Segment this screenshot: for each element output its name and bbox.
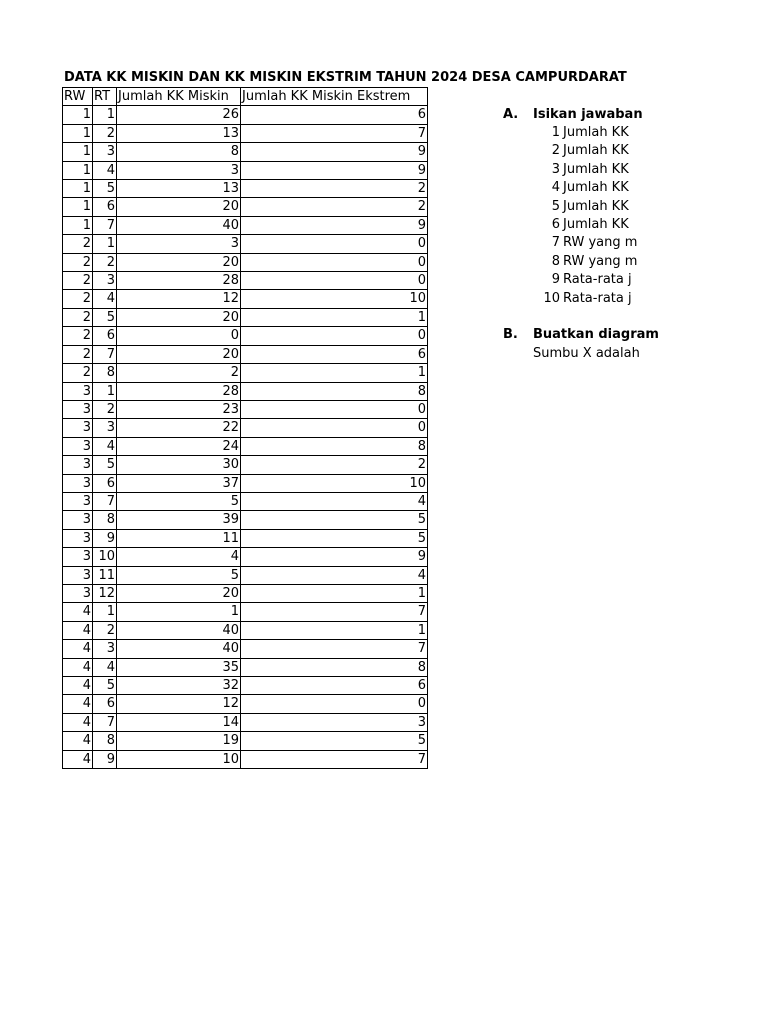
cell-kk-ekstrem: 0 xyxy=(241,235,428,253)
cell-kk-ekstrem: 10 xyxy=(241,290,428,308)
table-row xyxy=(63,106,428,124)
table-row xyxy=(63,419,428,437)
task-b-heading xyxy=(503,326,659,343)
cell-kk-miskin: 23 xyxy=(117,400,241,418)
table-row xyxy=(63,474,428,492)
question-list xyxy=(536,124,638,308)
cell-kk-ekstrem: 9 xyxy=(241,143,428,161)
table-row xyxy=(63,308,428,326)
question-number: 8 xyxy=(551,253,560,269)
question-item xyxy=(536,290,638,308)
table-row xyxy=(63,198,428,216)
table-body xyxy=(63,106,428,769)
table-row xyxy=(63,180,428,198)
cell-rw: 2 xyxy=(63,290,93,308)
cell-kk-ekstrem: 10 xyxy=(241,474,428,492)
cell-kk-ekstrem: 4 xyxy=(241,492,428,510)
cell-rt: 1 xyxy=(93,603,117,621)
table-row xyxy=(63,345,428,363)
cell-rt: 7 xyxy=(93,492,117,510)
question-text: Jumlah KK xyxy=(563,217,629,233)
cell-kk-miskin: 5 xyxy=(117,566,241,584)
question-text: Jumlah KK xyxy=(563,180,629,196)
cell-kk-ekstrem: 1 xyxy=(241,584,428,602)
table-row xyxy=(63,124,428,142)
table-row xyxy=(63,216,428,234)
cell-rt: 5 xyxy=(93,456,117,474)
cell-rw: 4 xyxy=(63,621,93,639)
table-row xyxy=(63,382,428,400)
cell-kk-miskin: 3 xyxy=(117,161,241,179)
cell-kk-ekstrem: 7 xyxy=(241,124,428,142)
cell-kk-miskin: 4 xyxy=(117,548,241,566)
question-item xyxy=(536,179,638,197)
cell-kk-ekstrem: 7 xyxy=(241,750,428,768)
cell-rw: 1 xyxy=(63,161,93,179)
question-item xyxy=(536,198,638,216)
cell-rw: 4 xyxy=(63,732,93,750)
task-b-letter: B. xyxy=(503,327,518,342)
question-text: Jumlah KK xyxy=(563,143,629,159)
table-row xyxy=(63,161,428,179)
table-row xyxy=(63,511,428,529)
cell-kk-ekstrem: 8 xyxy=(241,382,428,400)
cell-rw: 2 xyxy=(63,364,93,382)
cell-rw: 1 xyxy=(63,216,93,234)
task-a-title: Isikan jawaban xyxy=(533,107,643,122)
cell-rw: 3 xyxy=(63,437,93,455)
cell-kk-miskin: 20 xyxy=(117,345,241,363)
table-row xyxy=(63,677,428,695)
cell-kk-miskin: 32 xyxy=(117,677,241,695)
cell-kk-ekstrem: 0 xyxy=(241,695,428,713)
cell-rt: 3 xyxy=(93,640,117,658)
question-item xyxy=(536,142,638,160)
question-item xyxy=(536,124,638,142)
cell-kk-ekstrem: 6 xyxy=(241,677,428,695)
column-header-kk-miskin: Jumlah KK Miskin xyxy=(117,88,241,106)
cell-kk-ekstrem: 4 xyxy=(241,566,428,584)
task-b-title: Buatkan diagram xyxy=(533,327,659,342)
cell-rt: 8 xyxy=(93,732,117,750)
table-row xyxy=(63,713,428,731)
question-number: 9 xyxy=(551,272,560,288)
column-header-rw: RW xyxy=(63,88,93,106)
cell-rt: 1 xyxy=(93,106,117,124)
question-number: 7 xyxy=(551,235,560,251)
question-number: 2 xyxy=(551,143,560,159)
cell-kk-ekstrem: 9 xyxy=(241,216,428,234)
task-a-heading xyxy=(503,106,643,123)
cell-kk-ekstrem: 8 xyxy=(241,658,428,676)
table-row xyxy=(63,695,428,713)
cell-kk-ekstrem: 1 xyxy=(241,364,428,382)
cell-kk-miskin: 14 xyxy=(117,713,241,731)
cell-kk-miskin: 40 xyxy=(117,216,241,234)
cell-rt: 8 xyxy=(93,364,117,382)
table-row xyxy=(63,640,428,658)
cell-kk-ekstrem: 7 xyxy=(241,603,428,621)
cell-rw: 4 xyxy=(63,640,93,658)
cell-kk-miskin: 13 xyxy=(117,124,241,142)
cell-rw: 3 xyxy=(63,474,93,492)
cell-kk-miskin: 13 xyxy=(117,180,241,198)
question-number: 1 xyxy=(551,125,560,140)
question-number: 4 xyxy=(551,180,560,196)
question-text: Jumlah KK xyxy=(563,161,629,177)
table-row xyxy=(63,290,428,308)
cell-kk-miskin: 3 xyxy=(117,235,241,253)
cell-kk-miskin: 12 xyxy=(117,695,241,713)
cell-rw: 2 xyxy=(63,308,93,326)
cell-rw: 4 xyxy=(63,695,93,713)
question-item xyxy=(536,234,638,252)
cell-kk-ekstrem: 2 xyxy=(241,180,428,198)
cell-rw: 3 xyxy=(63,492,93,510)
table-row xyxy=(63,750,428,768)
cell-kk-ekstrem: 8 xyxy=(241,437,428,455)
cell-rt: 5 xyxy=(93,308,117,326)
table-row xyxy=(63,529,428,547)
page-title: DATA KK MISKIN DAN KK MISKIN EKSTRIM TAHUN 2024 DESA CAMPURDARAT xyxy=(64,70,627,85)
cell-rt: 6 xyxy=(93,474,117,492)
cell-rw: 4 xyxy=(63,658,93,676)
cell-kk-ekstrem: 0 xyxy=(241,400,428,418)
cell-kk-ekstrem: 2 xyxy=(241,456,428,474)
cell-rt: 2 xyxy=(93,621,117,639)
column-header-kk-ekstrem: Jumlah KK Miskin Ekstrem xyxy=(241,88,428,106)
cell-kk-miskin: 30 xyxy=(117,456,241,474)
cell-kk-ekstrem: 7 xyxy=(241,640,428,658)
cell-kk-miskin: 20 xyxy=(117,308,241,326)
cell-rw: 1 xyxy=(63,124,93,142)
question-text: Jumlah KK xyxy=(563,198,629,214)
cell-rw: 3 xyxy=(63,400,93,418)
cell-kk-miskin: 0 xyxy=(117,327,241,345)
question-item xyxy=(536,161,638,179)
cell-kk-ekstrem: 9 xyxy=(241,161,428,179)
cell-rw: 3 xyxy=(63,511,93,529)
cell-rw: 2 xyxy=(63,327,93,345)
cell-kk-ekstrem: 6 xyxy=(241,345,428,363)
cell-rw: 2 xyxy=(63,235,93,253)
table-row xyxy=(63,253,428,271)
cell-rw: 3 xyxy=(63,419,93,437)
cell-rt: 2 xyxy=(93,400,117,418)
cell-rt: 4 xyxy=(93,161,117,179)
question-text: Rata-rata j xyxy=(563,272,632,288)
table-row xyxy=(63,658,428,676)
cell-kk-ekstrem: 0 xyxy=(241,327,428,345)
question-number: 10 xyxy=(543,290,560,306)
cell-kk-miskin: 26 xyxy=(117,106,241,124)
cell-rw: 3 xyxy=(63,548,93,566)
cell-rt: 4 xyxy=(93,658,117,676)
cell-rt: 5 xyxy=(93,677,117,695)
cell-rt: 12 xyxy=(93,584,117,602)
cell-rw: 4 xyxy=(63,603,93,621)
cell-kk-ekstrem: 0 xyxy=(241,272,428,290)
table-row xyxy=(63,437,428,455)
cell-rw: 3 xyxy=(63,566,93,584)
cell-rt: 1 xyxy=(93,235,117,253)
cell-rw: 4 xyxy=(63,750,93,768)
cell-rw: 1 xyxy=(63,180,93,198)
question-text: Jumlah KK xyxy=(563,125,629,140)
cell-kk-miskin: 39 xyxy=(117,511,241,529)
cell-kk-miskin: 20 xyxy=(117,198,241,216)
cell-rt: 5 xyxy=(93,180,117,198)
cell-kk-ekstrem: 1 xyxy=(241,308,428,326)
cell-kk-ekstrem: 1 xyxy=(241,621,428,639)
cell-kk-ekstrem: 5 xyxy=(241,529,428,547)
cell-rw: 2 xyxy=(63,345,93,363)
table-row xyxy=(63,566,428,584)
cell-kk-ekstrem: 5 xyxy=(241,732,428,750)
cell-kk-miskin: 11 xyxy=(117,529,241,547)
cell-rw: 2 xyxy=(63,272,93,290)
cell-rt: 4 xyxy=(93,437,117,455)
cell-rt: 7 xyxy=(93,345,117,363)
cell-rw: 4 xyxy=(63,677,93,695)
table-row xyxy=(63,235,428,253)
cell-kk-ekstrem: 6 xyxy=(241,106,428,124)
cell-rt: 4 xyxy=(93,290,117,308)
task-a-letter: A. xyxy=(503,107,519,122)
cell-kk-miskin: 40 xyxy=(117,621,241,639)
cell-kk-miskin: 1 xyxy=(117,603,241,621)
question-item xyxy=(536,271,638,289)
question-text: RW yang m xyxy=(563,253,638,269)
cell-rw: 4 xyxy=(63,713,93,731)
cell-rt: 9 xyxy=(93,750,117,768)
cell-kk-miskin: 10 xyxy=(117,750,241,768)
cell-kk-ekstrem: 3 xyxy=(241,713,428,731)
table-row xyxy=(63,584,428,602)
cell-kk-miskin: 12 xyxy=(117,290,241,308)
cell-kk-miskin: 24 xyxy=(117,437,241,455)
table-row xyxy=(63,732,428,750)
cell-rw: 3 xyxy=(63,584,93,602)
table-row xyxy=(63,364,428,382)
cell-kk-ekstrem: 5 xyxy=(241,511,428,529)
question-text: RW yang m xyxy=(563,235,638,251)
cell-rt: 7 xyxy=(93,713,117,731)
cell-rt: 2 xyxy=(93,253,117,271)
cell-rt: 7 xyxy=(93,216,117,234)
question-number: 5 xyxy=(551,198,560,214)
cell-kk-miskin: 28 xyxy=(117,382,241,400)
cell-kk-miskin: 20 xyxy=(117,253,241,271)
table-row xyxy=(63,603,428,621)
table-header-row xyxy=(63,88,428,106)
cell-rt: 10 xyxy=(93,548,117,566)
table-row xyxy=(63,143,428,161)
cell-kk-ekstrem: 2 xyxy=(241,198,428,216)
cell-kk-miskin: 5 xyxy=(117,492,241,510)
cell-kk-miskin: 28 xyxy=(117,272,241,290)
task-b-subtext: Sumbu X adalah xyxy=(533,346,640,361)
question-number: 3 xyxy=(551,161,560,177)
cell-kk-miskin: 8 xyxy=(117,143,241,161)
cell-kk-miskin: 40 xyxy=(117,640,241,658)
cell-kk-miskin: 37 xyxy=(117,474,241,492)
cell-rw: 1 xyxy=(63,106,93,124)
cell-kk-ekstrem: 0 xyxy=(241,419,428,437)
table-row xyxy=(63,492,428,510)
data-table xyxy=(62,87,428,769)
cell-rt: 6 xyxy=(93,327,117,345)
cell-rw: 3 xyxy=(63,529,93,547)
cell-kk-miskin: 2 xyxy=(117,364,241,382)
cell-rt: 6 xyxy=(93,695,117,713)
question-item xyxy=(536,253,638,271)
cell-rw: 3 xyxy=(63,456,93,474)
table-row xyxy=(63,272,428,290)
question-item xyxy=(536,216,638,234)
cell-kk-miskin: 20 xyxy=(117,584,241,602)
table-row xyxy=(63,621,428,639)
cell-rt: 1 xyxy=(93,382,117,400)
table-row xyxy=(63,400,428,418)
column-header-rt: RT xyxy=(93,88,117,106)
cell-rw: 3 xyxy=(63,382,93,400)
cell-rt: 2 xyxy=(93,124,117,142)
cell-rt: 3 xyxy=(93,419,117,437)
question-text: Rata-rata j xyxy=(563,290,632,306)
cell-rt: 8 xyxy=(93,511,117,529)
cell-rw: 2 xyxy=(63,253,93,271)
cell-rt: 3 xyxy=(93,272,117,290)
cell-rw: 1 xyxy=(63,143,93,161)
cell-kk-miskin: 22 xyxy=(117,419,241,437)
cell-rt: 6 xyxy=(93,198,117,216)
cell-rt: 11 xyxy=(93,566,117,584)
cell-kk-miskin: 19 xyxy=(117,732,241,750)
cell-kk-ekstrem: 9 xyxy=(241,548,428,566)
cell-rw: 1 xyxy=(63,198,93,216)
cell-rt: 9 xyxy=(93,529,117,547)
cell-rt: 3 xyxy=(93,143,117,161)
table-row xyxy=(63,456,428,474)
table-row xyxy=(63,327,428,345)
cell-kk-miskin: 35 xyxy=(117,658,241,676)
question-number: 6 xyxy=(551,217,560,233)
table-row xyxy=(63,548,428,566)
cell-kk-ekstrem: 0 xyxy=(241,253,428,271)
